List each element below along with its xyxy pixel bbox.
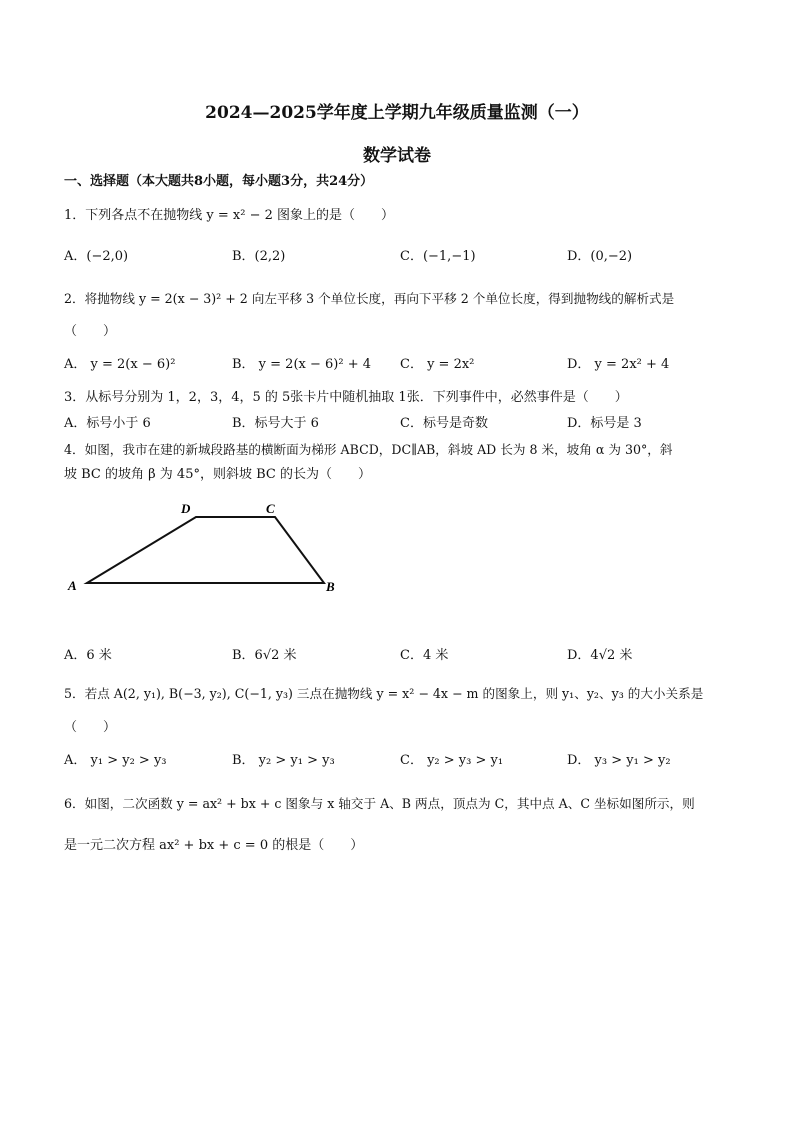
- question-5-stem: 5．若点 A(2, y₁), B(−3, y₂), C(−1, y₃) 三点在抛物线 y = x² − 4x − m 的图象上，则 y₁、y₂、y₃ 的大小关系是: [64, 686, 704, 701]
- exam-subtitle: 数学试卷: [363, 146, 431, 166]
- q3-option-c[interactable]: C．标号是奇数: [400, 416, 488, 431]
- vertex-label-b: B: [326, 579, 335, 594]
- q3-option-b[interactable]: B．标号大于 6: [232, 416, 319, 431]
- section-heading: 一、选择题（本大题共8小题，每小题3分，共24分）: [64, 174, 374, 189]
- question-6-stem-cont: 是一元二次方程 ax² + bx + c = 0 的根是（ ）: [64, 838, 364, 853]
- q2-option-c[interactable]: C． y = 2x²: [400, 357, 475, 372]
- question-2-stem: 2．将抛物线 y = 2(x − 3)² + 2 向左平移 3 个单位长度，再向下平移 2 个单位长度，得到抛物线的解析式是: [64, 291, 675, 306]
- question-4-stem: 4．如图，我市在建的新城段路基的横断面为梯形 ABCD，DC∥AB，斜坡 AD 长为 8 米，坡角 α 为 30°，斜: [64, 442, 673, 457]
- question-1-stem: 1．下列各点不在抛物线 y = x² − 2 图象上的是（ ）: [64, 208, 395, 223]
- q4-option-a[interactable]: A．6 米: [64, 648, 112, 663]
- q1-option-c[interactable]: C．(−1,−1): [400, 249, 476, 264]
- question-5-stem-cont: （ ）: [64, 720, 117, 735]
- vertex-label-a: A: [68, 578, 77, 593]
- trapezoid-shape: [87, 517, 324, 583]
- q5-option-b[interactable]: B． y₂ > y₁ > y₃: [232, 753, 335, 768]
- question-3-stem: 3．从标号分别为 1，2，3，4，5 的 5张卡片中随机抽取 1张．下列事件中，必然事件是（ ）: [64, 390, 628, 405]
- question-2-stem-cont: （ ）: [64, 324, 117, 339]
- exam-title: 2024—2025学年度上学期九年级质量监测（一）: [205, 103, 589, 123]
- vertex-label-d: D: [181, 501, 191, 516]
- vertex-label-c: C: [266, 501, 275, 516]
- q4-option-d[interactable]: D．4√2 米: [567, 648, 633, 663]
- q2-option-a[interactable]: A． y = 2(x − 6)²: [64, 357, 176, 372]
- q3-option-a[interactable]: A．标号小于 6: [64, 416, 151, 431]
- q4-option-b[interactable]: B．6√2 米: [232, 648, 297, 663]
- question-4-stem-cont: 坡 BC 的坡角 β 为 45°，则斜坡 BC 的长为（ ）: [64, 467, 371, 482]
- q2-option-b[interactable]: B． y = 2(x − 6)² + 4: [232, 357, 372, 372]
- question-6-stem: 6．如图，二次函数 y = ax² + bx + c 图象与 x 轴交于 A、B 两点，顶点为 C，其中点 A、C 坐标如图所示，则: [64, 796, 695, 811]
- q5-option-a[interactable]: A． y₁ > y₂ > y₃: [64, 753, 167, 768]
- q1-option-b[interactable]: B．(2,2): [232, 249, 286, 264]
- q5-option-d[interactable]: D． y₃ > y₁ > y₂: [567, 753, 671, 768]
- q2-option-d[interactable]: D． y = 2x² + 4: [567, 357, 670, 372]
- q5-option-c[interactable]: C． y₂ > y₃ > y₁: [400, 753, 504, 768]
- q1-option-d[interactable]: D．(0,−2): [567, 249, 633, 264]
- q4-option-c[interactable]: C．4 米: [400, 648, 449, 663]
- q1-option-a[interactable]: A．(−2,0): [64, 249, 129, 264]
- q3-option-d[interactable]: D．标号是 3: [567, 416, 642, 431]
